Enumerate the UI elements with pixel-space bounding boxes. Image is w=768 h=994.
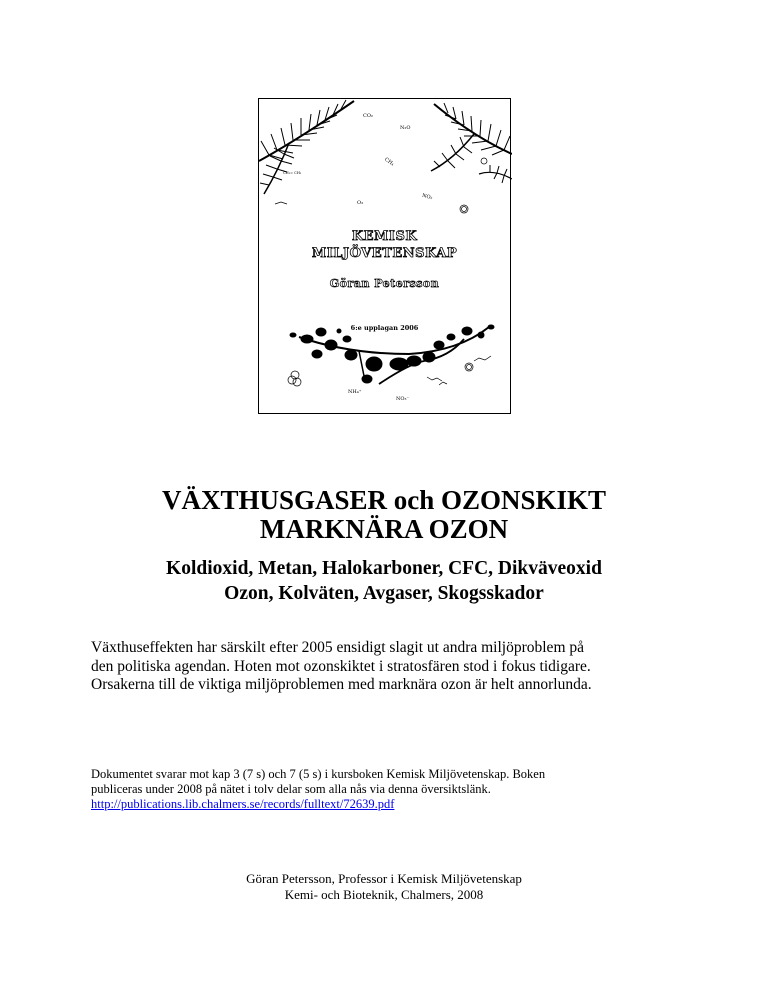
subtitle-line2: Ozon, Kolväten, Avgaser, Skogsskador [224,583,544,604]
chem-label-ethene: CH₂= CH₂ [283,171,302,175]
cover-title-line1: KEMISK [351,229,418,244]
note-line: Dokumentet svarar mot kap 3 (7 s) och 7 (5 s) i kursboken Kemisk Miljövetenskap. Boken [91,767,546,781]
molecule-ring-icon [275,158,491,386]
chem-label-ch4: CH₄ [383,156,396,168]
reference-note [91,767,691,812]
chem-label-no2: NO₂ [421,192,434,202]
subtitle-line1: Koldioxid, Metan, Halokarboner, CFC, Dikväveoxid [166,558,602,579]
chem-label-o3: O₃ [357,200,364,206]
intro-line: Växthuseffekten har särskilt efter 2005 ensidigt slagit ut andra miljöproblem på [91,639,585,656]
cover-image [258,98,511,414]
pine-branch-top-left-icon [259,100,354,194]
cover-edition: 6:e upplagan 2006 [350,324,419,332]
chem-label-n2o: N₂O [400,125,411,131]
leaf-branch-icon [290,325,494,384]
intro-line: den politiska agendan. Hoten mot ozonskiktet i stratosfären stod i fokus tidigare. [91,657,591,675]
cover-author: Göran Petersson [329,277,440,290]
footer-affiliation: Kemi- och Bioteknik, Chalmers, 2008 [284,887,484,902]
intro-line: Orsakerna till de viktiga miljöproblemen med marknära ozon är helt annorlunda. [91,676,592,693]
chem-label-no3: NO₃⁻ [396,396,410,402]
fulltext-link[interactable]: http://publications.lib.chalmers.se/records/fulltext/72639.pdf [91,797,395,811]
page-title-line2: MARKNÄRA OZON [259,514,509,544]
chem-label-nh4: NH₄⁺ [348,389,362,395]
page-title-line1: VÄXTHUSGASER och OZONSKIKT [161,485,607,515]
intro-paragraph [91,639,691,695]
cover-title-line2: MILJÖVETENSKAP [311,246,458,261]
note-line: publiceras under 2008 på nätet i tolv delar som alla nås via denna översiktslänk. [91,782,491,796]
chem-label-co2: CO₂ [363,113,373,119]
pine-branch-top-right-icon [431,103,512,183]
footer-author: Göran Petersson, Professor i Kemisk Miljövetenskap [246,871,522,886]
